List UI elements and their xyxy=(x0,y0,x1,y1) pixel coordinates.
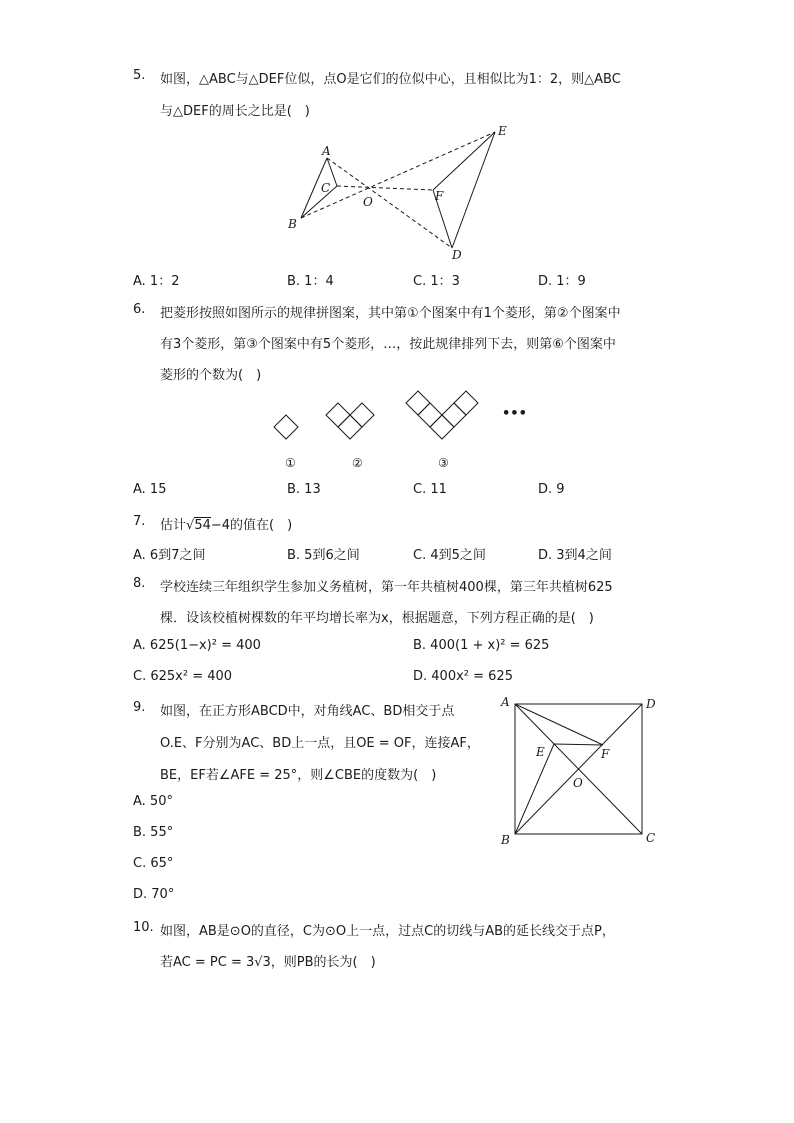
q8-number: 8. xyxy=(133,576,146,591)
q9-label-A: A xyxy=(501,695,510,709)
q7-number: 7. xyxy=(133,514,146,529)
q6-rhombus-1-1 xyxy=(274,415,298,439)
q7-option-d[interactable]: D. 3到4之间 xyxy=(538,548,612,563)
q9-seg-EF xyxy=(554,744,603,745)
q6-rhombus-2-2 xyxy=(326,403,350,427)
q6-option-c[interactable]: C. 11 xyxy=(413,482,447,497)
q6-rhombus-3-5 xyxy=(454,391,478,415)
q7-option-c[interactable]: C. 4到5之间 xyxy=(413,548,486,563)
q9-line3: BE，EF若∠AFE = 25°，则∠CBE的度数为( ) xyxy=(160,768,437,783)
q5-seg-ED xyxy=(452,132,495,248)
q9-option-d[interactable]: D. 70° xyxy=(133,887,175,902)
q7-text-after: −4的值在( ) xyxy=(210,518,293,533)
q5-seg-EF xyxy=(433,132,495,190)
q9-label-B: B xyxy=(501,833,510,847)
q8-option-c[interactable]: C. 625x² = 400 xyxy=(133,669,233,684)
q6-rhombus-3-1 xyxy=(430,415,454,439)
q8-option-b[interactable]: B. 400(1 + x)² = 625 xyxy=(413,638,550,653)
q5-line2: 与△DEF的周长之比是( ) xyxy=(160,104,310,119)
q5-figure xyxy=(285,120,520,265)
q5-option-d[interactable]: D. 1：9 xyxy=(538,274,586,289)
q5-option-b[interactable]: B. 1：4 xyxy=(287,274,334,289)
q5-line1: 如图，△ABC与△DEF位似，点O是它们的位似中心，且相似比为1：2，则△ABC xyxy=(160,72,621,87)
q9-label-C: C xyxy=(646,831,656,845)
q7-stem xyxy=(160,514,292,533)
q8-line1: 学校连续三年组织学生参加义务植树，第一年共植树400棵，第三年共植树625 xyxy=(160,580,613,595)
q8-line2: 棵．设该校植树棵数的年平均增长率为x，根据题意，下列方程正确的是( ) xyxy=(160,611,594,626)
q6-option-a[interactable]: A. 15 xyxy=(133,482,167,497)
q5-option-a[interactable]: A. 1：2 xyxy=(133,274,180,289)
q5-label-F: F xyxy=(435,189,444,203)
q5-dash-AD xyxy=(327,158,452,248)
q5-option-c[interactable]: C. 1：3 xyxy=(413,274,460,289)
q5-label-B: B xyxy=(288,217,297,231)
q10-number: 10. xyxy=(133,920,154,935)
q6-rhombus-3-4 xyxy=(406,391,430,415)
q9-option-a[interactable]: A. 50° xyxy=(133,794,173,809)
q6-line3: 菱形的个数为( ) xyxy=(160,368,262,383)
q9-option-b[interactable]: B. 55° xyxy=(133,825,174,840)
q6-option-d[interactable]: D. 9 xyxy=(538,482,565,497)
q10-line1: 如图，AB是⊙O的直径，C为⊙O上一点，过点C的切线与AB的延长线交于点P， xyxy=(160,924,615,939)
q5-label-A: A xyxy=(322,144,331,158)
q9-line1: 如图，在正方形ABCD中，对角线AC、BD相交于点 xyxy=(160,704,455,719)
q10-line2: 若AC = PC = 3√3，则PB的长为( ) xyxy=(160,955,376,970)
q9-label-O: O xyxy=(573,776,583,790)
q6-label-3: ③ xyxy=(438,456,449,470)
q7-option-a[interactable]: A. 6到7之间 xyxy=(133,548,206,563)
q7-option-b[interactable]: B. 5到6之间 xyxy=(287,548,360,563)
q9-label-E: E xyxy=(536,745,545,759)
q5-label-C: C xyxy=(321,181,331,195)
q5-dash-CF xyxy=(337,186,433,190)
q9-option-c[interactable]: C. 65° xyxy=(133,856,174,871)
q7-sqrt-sign: √ xyxy=(186,518,195,533)
q5-number: 5. xyxy=(133,68,146,83)
q5-label-D: D xyxy=(452,248,462,262)
q5-label-E: E xyxy=(498,124,507,138)
q9-seg-BE xyxy=(515,744,554,834)
q8-option-a[interactable]: A. 625(1−x)² = 400 xyxy=(133,638,261,653)
q6-number: 6. xyxy=(133,302,146,317)
q6-line1: 把菱形按照如图所示的规律拼图案，其中第①个图案中有1个菱形，第②个图案中 xyxy=(160,306,621,321)
q6-option-b[interactable]: B. 13 xyxy=(287,482,321,497)
q7-radicand: 54 xyxy=(194,518,211,533)
q6-rhombus-2-1 xyxy=(338,415,362,439)
q9-line2: O.E、F分别为AC、BD上一点，且OE = OF，连接AF， xyxy=(160,736,480,751)
q9-number: 9. xyxy=(133,700,146,715)
q6-label-1: ① xyxy=(285,456,296,470)
q8-option-d[interactable]: D. 400x² = 625 xyxy=(413,669,513,684)
q9-label-F: F xyxy=(601,747,610,761)
q9-seg-AF xyxy=(515,704,603,745)
q6-rhombus-2-3 xyxy=(350,403,374,427)
q9-label-D: D xyxy=(646,697,656,711)
q5-label-O: O xyxy=(363,195,373,209)
q7-text-before: 估计 xyxy=(160,518,187,533)
q6-ellipsis: ••• xyxy=(502,406,527,421)
q9-figure xyxy=(495,692,665,852)
q6-rhombus-3-2 xyxy=(418,403,442,427)
q6-rhombus-3-3 xyxy=(442,403,466,427)
q6-label-2: ② xyxy=(352,456,363,470)
q6-figure xyxy=(270,388,530,473)
q5-seg-BC xyxy=(301,186,337,218)
q6-line2: 有3个菱形，第③个图案中有5个菱形，…，按此规律排列下去，则第⑥个图案中 xyxy=(160,337,616,352)
